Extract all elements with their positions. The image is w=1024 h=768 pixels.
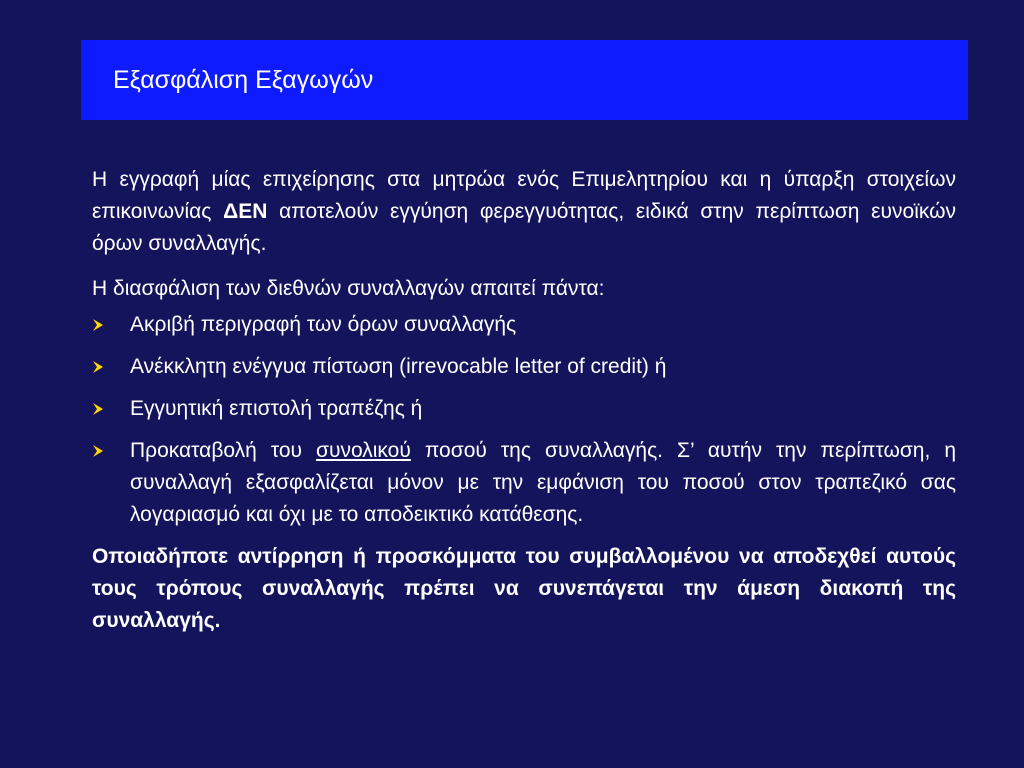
paragraph-conclusion: Οποιαδήποτε αντίρρηση ή προσκόμματα του συμβαλλομένου να αποδεχθεί αυτούς τους τρόπους συναλλαγής πρέπει να συνεπάγεται την άμεση διακοπή της συναλλαγής. [92, 545, 956, 632]
paragraph-requirements: Η διασφάλιση των διεθνών συναλλαγών απαιτεί πάντα: [92, 277, 605, 300]
list-item [92, 393, 956, 425]
arrowhead-bullet-icon [92, 360, 104, 374]
emphasis-total: συνολικού [316, 439, 411, 462]
list-item-text: Ακριβή περιγραφή των όρων συναλλαγής [130, 313, 517, 336]
list-item [92, 435, 956, 531]
emphasis-not: ΔΕΝ [223, 200, 268, 223]
list-item-text-start: Προκαταβολή του [130, 439, 317, 462]
requirements-list [92, 309, 956, 531]
paragraph-registration [92, 164, 956, 260]
list-item-text: Ανέκκλητη ενέγγυα πίστωση (irrevocable letter of credit) ή [130, 355, 667, 378]
title-bar [81, 40, 968, 120]
list-item-text-end: ποσού της συναλλαγής. Σ’ αυτήν την περίπτωση, η συναλλαγή εξασφαλίζεται μόνον με την εμφάνιση του ποσού στον τραπεζικό σας λογαριασμό και όχι με το αποδεικτικό κατάθεσης. [130, 439, 957, 526]
paragraph-registration-end: αποτελούν εγγύηση φερεγγυότητας, ειδικά στην περίπτωση ευνοϊκών όρων συναλλαγής. [92, 200, 956, 255]
arrowhead-bullet-icon [92, 402, 104, 416]
slide-title: Εξασφάλιση Εξαγωγών [113, 65, 374, 94]
paragraph-registration-start: Η εγγραφή μίας επιχείρησης στα μητρώα ενός Επιμελητηρίου και η ύπαρξη στοιχείων επικοινωνίας [92, 168, 956, 223]
arrowhead-bullet-icon [92, 444, 104, 458]
list-item-text: Εγγυητική επιστολή τραπέζης ή [130, 397, 423, 420]
slide-content [92, 164, 956, 637]
list-item [92, 309, 956, 341]
arrowhead-bullet-icon [92, 318, 104, 332]
list-item [92, 351, 956, 383]
